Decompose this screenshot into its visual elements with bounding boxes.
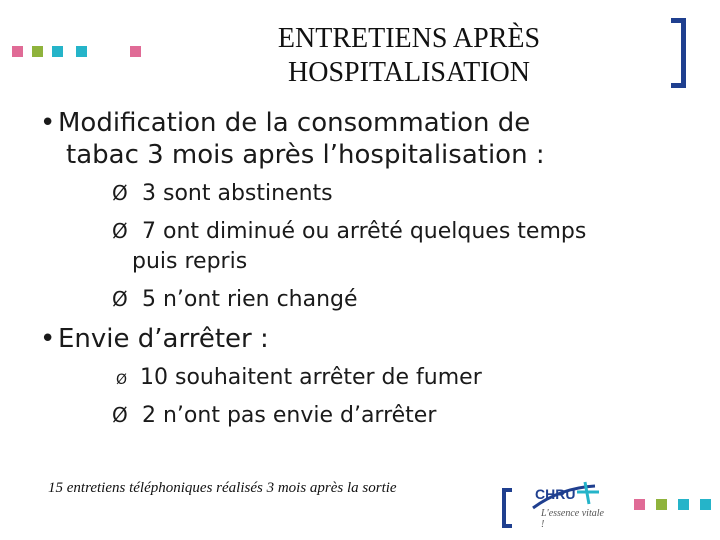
- arrow-bullet-icon: Ø: [112, 403, 128, 427]
- sub-text-cont: puis repris: [132, 249, 248, 274]
- bullet-dot: •: [40, 324, 56, 354]
- sub-text: 7 ont diminué ou arrêté quelques temps: [142, 219, 587, 244]
- title-line-2: HOSPITALISATION: [288, 57, 530, 88]
- decor-square-pink-2: [130, 46, 141, 57]
- logo-tagline: L'essence vitale !: [541, 508, 604, 530]
- bullet-envie: [40, 324, 269, 355]
- chru-logo: [515, 478, 605, 530]
- sub-item-diminue: [112, 218, 586, 245]
- bracket-decoration-top: [671, 18, 686, 88]
- sub-text: 3 sont abstinents: [142, 181, 333, 206]
- bullet-text: Envie d’arrêter :: [58, 324, 269, 354]
- bullet-text-cont: tabac 3 mois après l’hospitalisation :: [66, 140, 545, 170]
- arrow-bullet-icon: Ø: [112, 287, 128, 311]
- decor-square-pink: [12, 46, 23, 57]
- decor-square-teal: [52, 46, 63, 57]
- sub-item-abstinents: [112, 180, 333, 207]
- sub-text: 5 n’ont rien changé: [142, 287, 358, 312]
- bullet-text: Modification de la consommation de: [58, 108, 531, 138]
- title-line-1: ENTRETIENS APRÈS: [277, 23, 541, 54]
- bullet-dot: •: [40, 108, 56, 138]
- sub-text: 2 n’ont pas envie d’arrêter: [142, 403, 437, 428]
- sub-item-diminue-cont: [132, 249, 247, 275]
- sub-item-pas-envie: [112, 402, 436, 429]
- arrow-bullet-icon: Ø: [112, 181, 128, 205]
- decor-square-teal-3: [678, 499, 689, 510]
- decor-square-teal-2: [76, 46, 87, 57]
- logo-name: CHRU: [535, 486, 576, 502]
- decor-square-teal-4: [700, 499, 711, 510]
- slide-title: [200, 22, 618, 90]
- footnote: 15 entretiens téléphoniques réalisés 3 mois après la sortie: [48, 480, 397, 496]
- sub-item-rien-change: [112, 286, 358, 313]
- decor-square-green: [32, 46, 43, 57]
- decor-square-pink-3: [634, 499, 645, 510]
- bullet-consommation-cont: [66, 140, 545, 171]
- bracket-decoration-bottom: [502, 488, 512, 528]
- sub-item-souhaitent: [116, 365, 482, 393]
- arrow-bullet-icon: Ø: [112, 219, 128, 243]
- bullet-consommation: [40, 108, 530, 139]
- arrow-bullet-icon: Ø: [116, 372, 128, 388]
- decor-square-green-2: [656, 499, 667, 510]
- sub-text: 10 souhaitent arrêter de fumer: [140, 365, 482, 390]
